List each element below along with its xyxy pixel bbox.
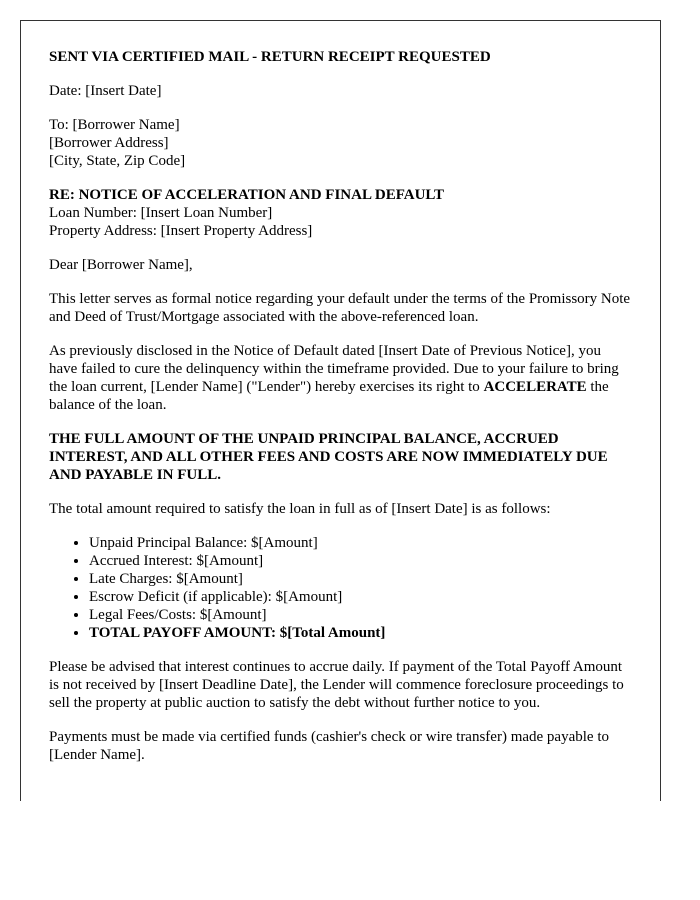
notice-due-text: THE FULL AMOUNT OF THE UNPAID PRINCIPAL BALANCE, ACCRUED INTEREST, AND ALL OTHER FEES AND COSTS ARE NOW IMMEDIATELY DUE AND PAYABLE IN FULL. [49,431,608,483]
notice-due [49,430,632,484]
list-item-total [89,624,632,642]
property-address: Property Address: [Insert Property Address] [49,223,313,239]
accelerate-text: ACCELERATE [483,379,587,395]
loan-number: Loan Number: [Insert Loan Number] [49,205,273,221]
para2-before: As previously disclosed in the Notice of Default dated [Insert Date of Previous Notice], you have failed to cure the delinquency within the timeframe provided. Due to your failure to bring the loan current, [Lender Name] ("Lender") hereby exercises its right to [49,343,619,395]
letter-page [20,20,661,801]
paragraph-acceleration [49,342,632,414]
paragraph-foreclosure: Please be advised that interest continues to accrue daily. If payment of the Total Payoff Amount is not received by [Insert Deadline Date], the Lender will commence foreclosure proceedings to sell the property at public auction to satisfy the debt without further notice to you. [49,659,624,711]
list-item: • Legal Fees/Costs: $[Amount] [89,606,632,624]
total-payoff: TOTAL PAYOFF AMOUNT: $[Total Amount] [89,625,386,641]
recipient-city: [City, State, Zip Code] [49,153,186,169]
list-item: • Escrow Deficit (if applicable): $[Amount] [89,588,632,606]
payoff-list [49,534,632,642]
mailing-header [49,48,632,66]
re-title: RE: NOTICE OF ACCELERATION AND FINAL DEFAULT [49,187,445,203]
paragraph-amount-intro: The total amount required to satisfy the loan in full as of [Insert Date] is as follows: [49,501,551,517]
paragraph-payment: Payments must be made via certified funds (cashier's check or wire transfer) made payable to [Lender Name]. [49,729,609,763]
list-item: • Accrued Interest: $[Amount] [89,552,632,570]
paragraph-intro: This letter serves as formal notice regarding your default under the terms of the Promissory Note and Deed of Trust/Mortgage associated with the above-referenced loan. [49,291,631,325]
salutation: Dear [Borrower Name], [49,257,193,273]
re-block [49,186,632,240]
recipient-name: To: [Borrower Name] [49,117,180,133]
recipient-block [49,116,632,170]
list-item: • Unpaid Principal Balance: $[Amount] [89,534,632,552]
mailing-header-text: SENT VIA CERTIFIED MAIL - RETURN RECEIPT REQUESTED [49,49,491,65]
recipient-address: [Borrower Address] [49,135,169,151]
list-item: • Late Charges: $[Amount] [89,570,632,588]
date-line: Date: [Insert Date] [49,83,162,99]
para2-after: the balance of the loan. [49,379,609,413]
